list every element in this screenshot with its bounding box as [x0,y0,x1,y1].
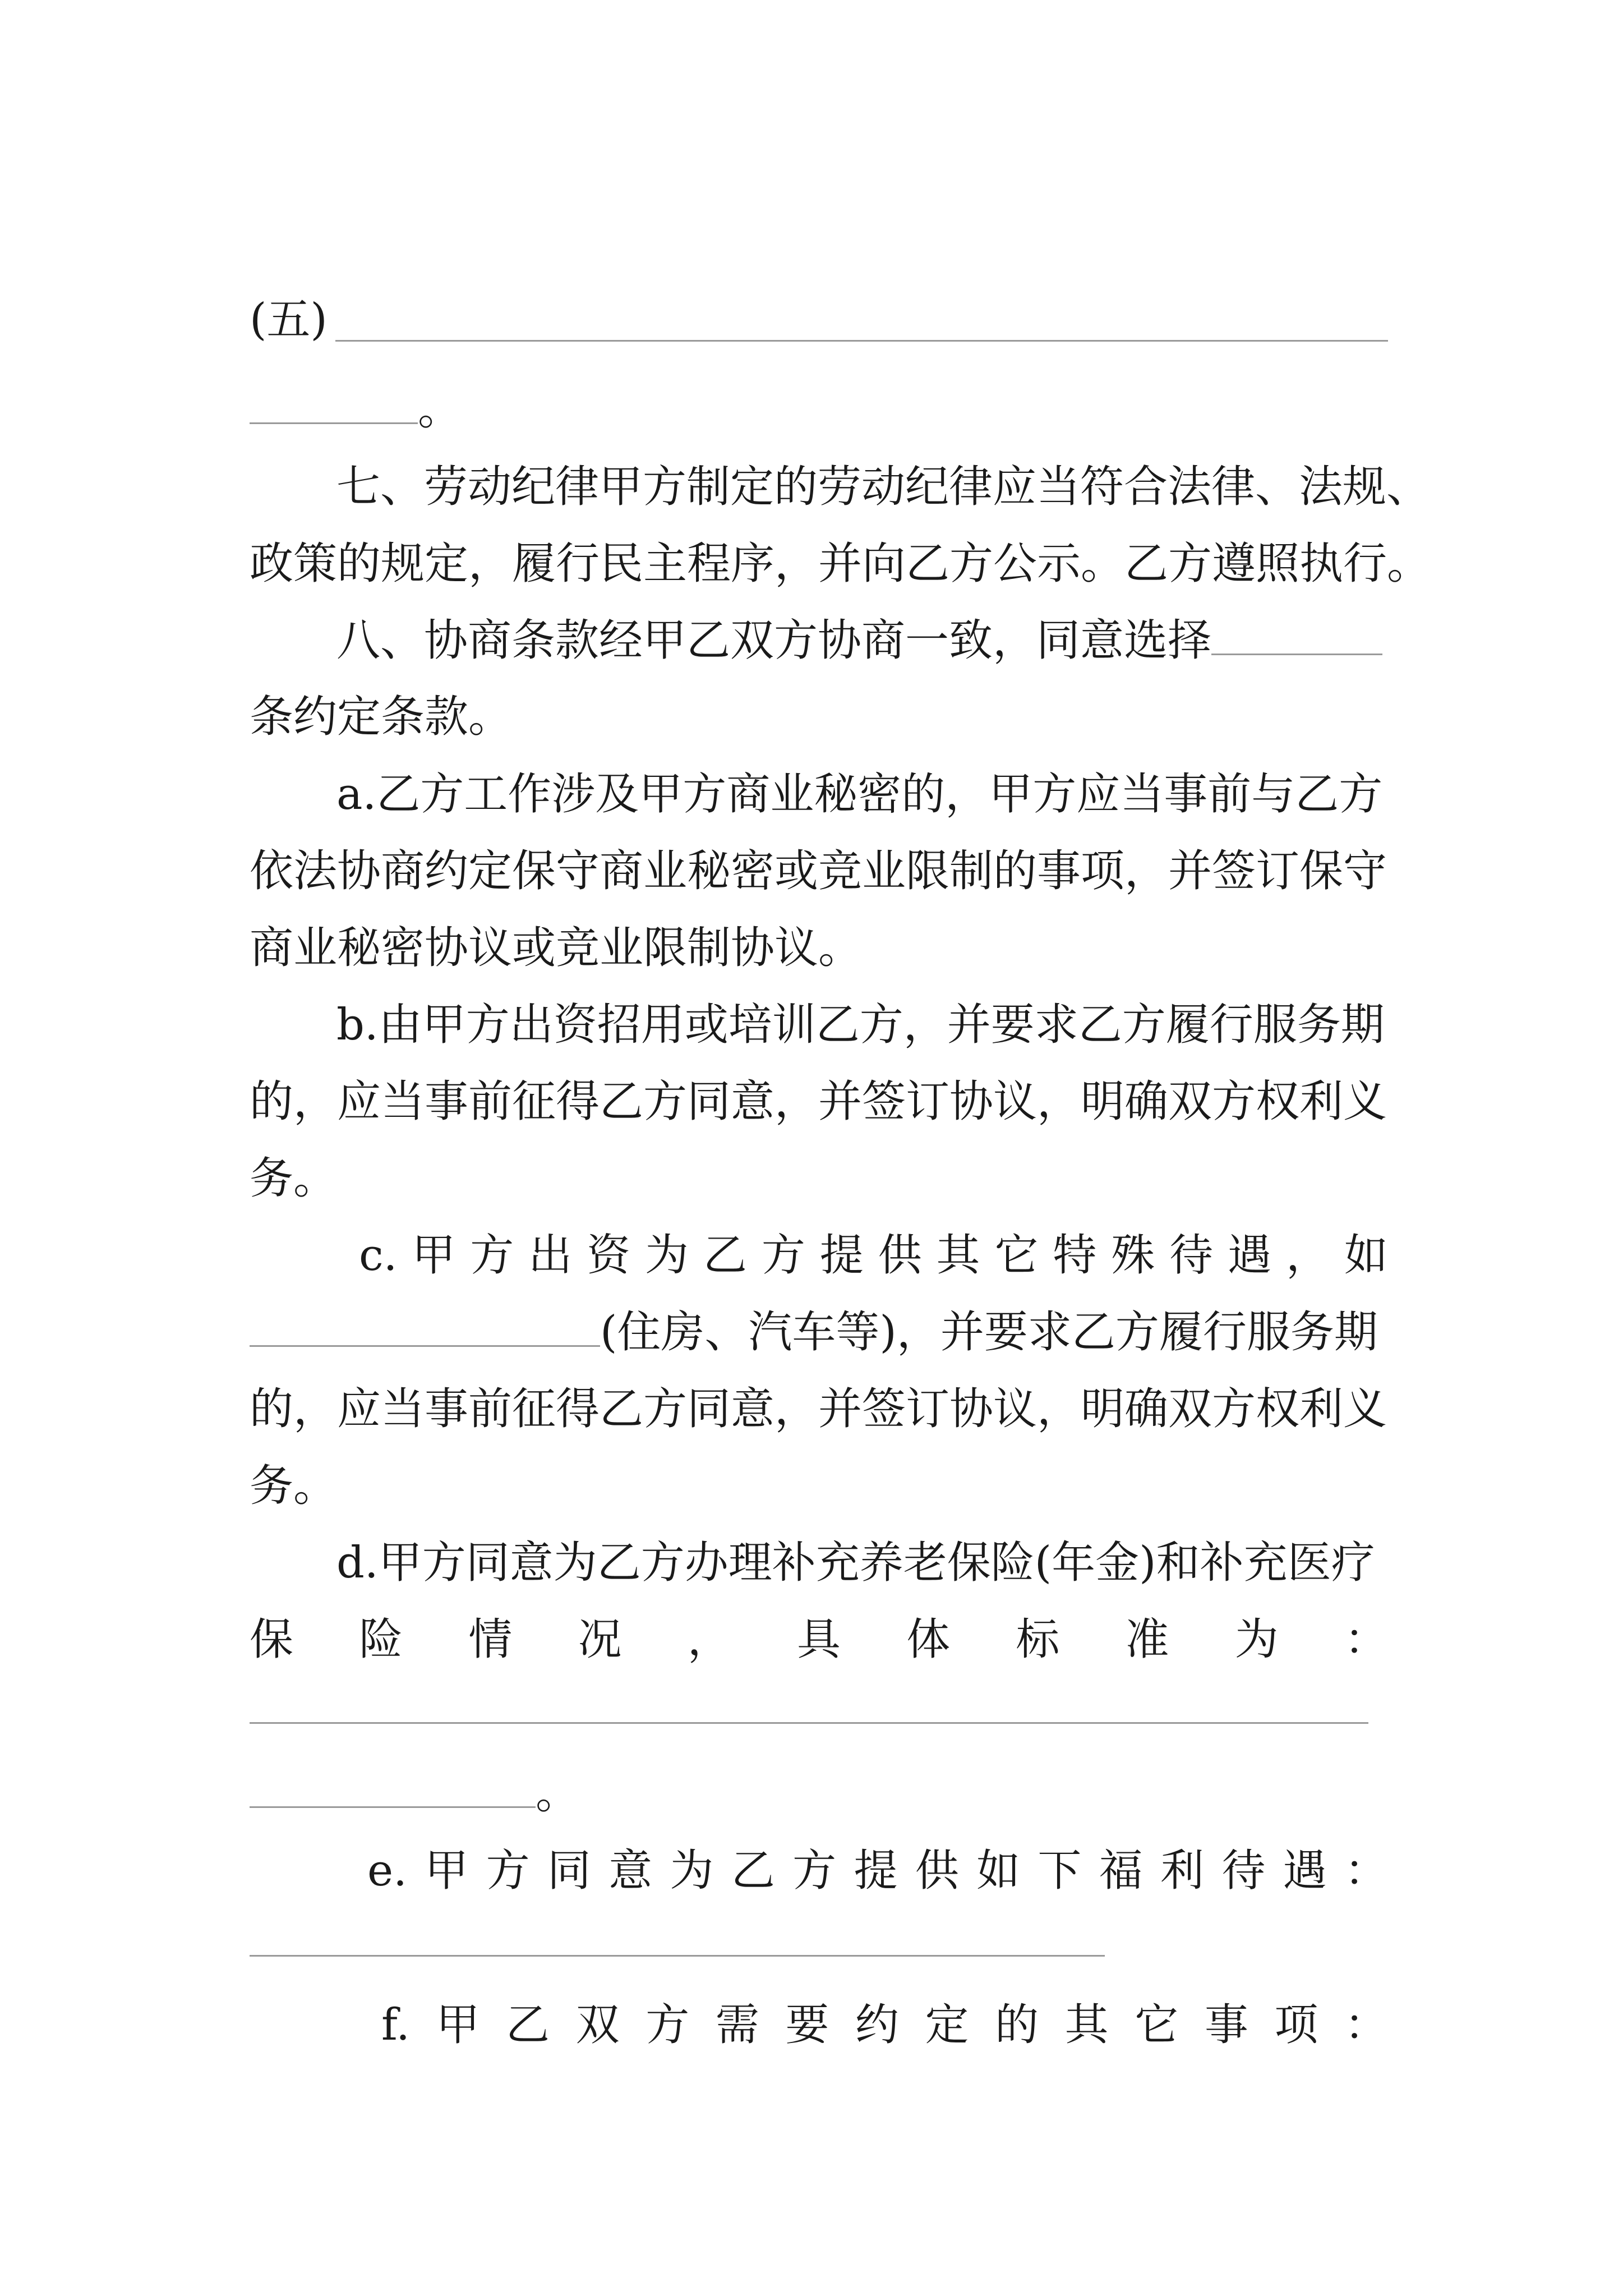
section7-line2: 政策的规定，履行民主程序，并向乙方公示。乙方遵照执行。 [250,539,1431,589]
clause-e-char: 甲 [425,1846,469,1896]
clause-e-char: 供 [915,1846,959,1896]
clause-d-char: 具 [796,1614,841,1665]
item-five-line [250,292,1388,348]
section7-line1: 七、劳动纪律甲方制定的劳动纪律应当符合法律、法规、 [336,462,1431,512]
clause-c-char: 为 [645,1230,689,1281]
clause-d-line1: d.甲方同意为乙方办理补充养老保险(年金)和补充医疗 [336,1538,1375,1588]
item-five-blank[interactable] [335,340,1388,342]
clause-f-char: 定 [925,2000,969,2050]
clause-b-line2: 的，应当事前征得乙方同意，并签订协议，明确双方权利义 [250,1076,1387,1127]
clause-c-char: 乙 [703,1230,747,1281]
clause-d-char: ： [1344,1614,1388,1665]
clause-c-char: 它 [994,1230,1039,1281]
clause-e-char: 意 [608,1846,653,1896]
clause-c-blank[interactable] [250,1312,600,1347]
clause-e-char: 提 [854,1846,898,1896]
clause-d-line4 [250,1765,1388,1821]
item-five-label: (五) [250,295,328,345]
clause-c-line4: 务。 [250,1461,338,1511]
clause-d-char: 为 [1234,1614,1279,1665]
clause-d-char: ， [687,1614,731,1665]
clause-b-line1: b.由甲方出资招用或培训乙方，并要求乙方履行服务期 [336,1000,1385,1050]
clause-f-char: 约 [855,2000,899,2050]
clause-f-char: 需 [715,2000,759,2050]
clause-c-char: c. [359,1230,398,1281]
clause-e-line1 [367,1843,1388,1899]
clause-d-char: 体 [906,1614,951,1665]
clause-c-text2: (住房、汽车等)，并要求乙方履行服务期 [600,1307,1378,1358]
clause-c-char: 遇 [1228,1230,1272,1281]
clause-d-char: 况 [578,1614,622,1665]
clause-c-char: 甲 [412,1230,456,1281]
clause-f-char: f. [381,2000,410,2050]
clause-b-line3: 务。 [250,1153,338,1204]
clause-c-char: 供 [878,1230,922,1281]
clause-f-char: 要 [785,2000,829,2050]
clause-d-line2 [250,1612,1388,1668]
clause-c-char: 殊 [1111,1230,1155,1281]
clause-d-char: 情 [468,1614,513,1665]
clause-e-char: ： [1344,1846,1388,1896]
clause-e-blank[interactable] [250,1955,1105,1957]
clause-f-char: 乙 [506,2000,550,2050]
clause-e-char: 利 [1160,1846,1205,1896]
clause-e-char: 乙 [731,1846,775,1896]
clause-d-char: 标 [1016,1614,1060,1665]
clause-c-char: 特 [1053,1230,1097,1281]
clause-d-char: 险 [359,1614,403,1665]
clause-e-char: 如 [976,1846,1021,1896]
clause-f-char: 事 [1204,2000,1248,2050]
clause-e-char: 下 [1038,1846,1082,1896]
clause-c-char: 其 [936,1230,980,1281]
clause-f-char: 的 [995,2000,1039,2050]
clause-c-char: ， [1285,1230,1330,1281]
section8-line2: 条约定条款。 [250,692,513,742]
period: 。 [536,1768,580,1819]
clause-d-char: 保 [250,1614,294,1665]
clause-d-blank-1[interactable] [250,1722,1368,1724]
clause-e-char: 同 [547,1846,591,1896]
clause-a-line3: 商业秘密协议或竞业限制协议。 [250,923,863,973]
item-five-continuation [250,381,1388,438]
clause-f-char: 方 [645,2000,690,2050]
clause-e-char: 为 [670,1846,714,1896]
clause-c-line3: 的，应当事前征得乙方同意，并签订协议，明确双方权利义 [250,1384,1387,1434]
clause-d-char: 准 [1125,1614,1169,1665]
clause-e-char: 遇 [1283,1846,1327,1896]
clause-e-char: e. [367,1846,407,1896]
clause-c-line1 [359,1227,1388,1283]
clause-f-char: ： [1344,2000,1388,2050]
clause-c-char: 方 [761,1230,805,1281]
clause-a-line1: a.乙方工作涉及甲方商业秘密的，甲方应当事前与乙方 [336,769,1383,820]
clause-c-char: 出 [528,1230,573,1281]
clause-f-char: 甲 [436,2000,480,2050]
section8-blank[interactable] [1211,620,1382,655]
item-five-blank-cont[interactable] [250,389,418,424]
clause-c-char: 提 [819,1230,864,1281]
clause-e-char: 待 [1221,1846,1266,1896]
clause-e-char: 福 [1099,1846,1143,1896]
clause-f-line1 [381,1997,1388,2053]
clause-f-char: 双 [575,2000,620,2050]
clause-c-char: 如 [1344,1230,1388,1281]
clause-e-char: 方 [486,1846,530,1896]
clause-e-char: 方 [792,1846,837,1896]
clause-f-char: 项 [1274,2000,1318,2050]
clause-c-char: 待 [1169,1230,1214,1281]
period: 。 [418,384,462,435]
clause-f-char: 它 [1135,2000,1179,2050]
clause-c-char: 资 [587,1230,631,1281]
clause-d-blank-2[interactable] [250,1773,536,1808]
section8-text: 八、协商条款经甲乙双方协商一致，同意选择 [336,615,1212,666]
clause-f-char: 其 [1064,2000,1109,2050]
clause-a-line2: 依法协商约定保守商业秘密或竞业限制的事项，并签订保守 [250,846,1387,896]
clause-c-line2 [250,1304,1388,1360]
clause-c-char: 方 [470,1230,514,1281]
section8-line1 [250,613,1388,669]
